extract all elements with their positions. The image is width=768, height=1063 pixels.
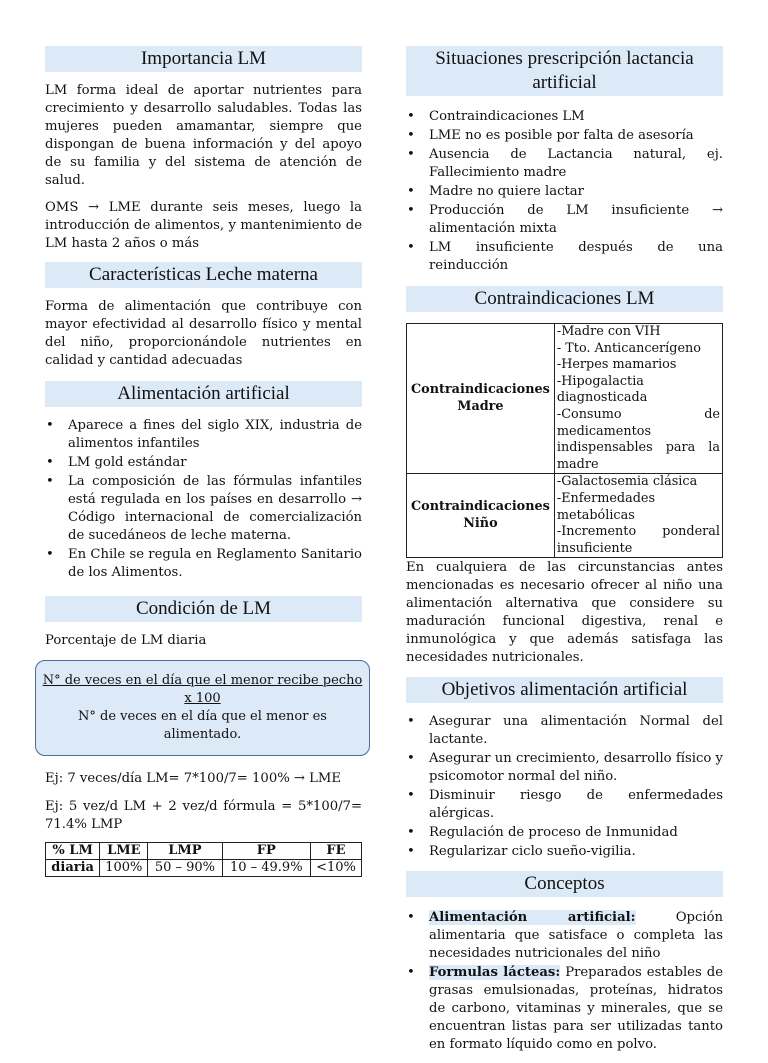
list-item: -Galactosemia clásica [556, 474, 698, 490]
list-item: • Regulación de proceso de Inmunidad [406, 824, 723, 842]
list-item: • Aparece a fines del siglo XIX, industria de alimentos infantiles [45, 417, 362, 453]
contraindicaciones-table [406, 323, 723, 558]
list-item: • Asegurar una alimentación Normal del lactante. [406, 713, 723, 749]
list-item: -Hipogalactia diagnosticada [556, 373, 648, 406]
list-item: -Consumo de medicamentos indispensables para la madre [556, 406, 720, 472]
list-item: -Madre con VIH [556, 324, 661, 339]
list-item: - Tto. Anticancerígeno [556, 340, 701, 356]
left-column [42, 46, 363, 877]
table-header-cell: FP [222, 843, 310, 860]
list-item [406, 964, 723, 1054]
list-item: • Asegurar un crecimiento, desarrollo físico y psicomotor normal del niño. [406, 750, 723, 786]
objetivos-list [406, 713, 723, 861]
section-title-objetivos: Objetivos alimentación artificial [406, 677, 723, 703]
table-cell: 50 – 90% [148, 860, 222, 877]
section-title-condicion: Condición de LM [45, 596, 362, 622]
list-item: • Madre no quiere lactar [406, 183, 723, 201]
contraindicaciones-madre-label: Contraindicaciones Madre [407, 324, 555, 474]
formula-box [35, 660, 370, 756]
list-item: • LM insuficiente después de una reinducción [406, 239, 723, 275]
contraindicaciones-nino-items [554, 474, 722, 558]
section-title-contraindicaciones: Contraindicaciones LM [406, 286, 723, 312]
table-row [407, 474, 723, 558]
list-item: -Enfermedades metabólicas [556, 490, 656, 523]
situaciones-list [406, 108, 723, 275]
list-item: • Contraindicaciones LM [406, 108, 723, 126]
conceptos-list [406, 909, 723, 1054]
list-item: • LME no es posible por falta de asesoría [406, 127, 723, 145]
concept-term: Alimentación artificial: [429, 910, 636, 926]
importancia-paragraph-1: LM forma ideal de aportar nutrientes para crecimiento y desarrollo saludables. Todas las mujeres pueden amamantar, siempre que dispongan de buena información y del apoyo de su familia y del sistema de atención de salud. [45, 83, 362, 188]
section-title-caracteristicas: Características Leche materna [45, 262, 362, 288]
list-item: -Incremento ponderal insuficiente [556, 524, 720, 556]
concept-definition: Opción alimentaria que satisface o completa las necesidades nutricionales del niño [429, 910, 723, 962]
list-item: • La composición de las fórmulas infantiles está regulada en los países en desarrollo → Código internacional de comercialización de sucedáneos de leche materna. [45, 473, 362, 545]
contraindicaciones-madre-items [554, 324, 722, 474]
table-cell: 100% [100, 860, 148, 877]
list-item: • LM gold estándar [45, 454, 362, 472]
list-item [406, 909, 723, 963]
condicion-intro: Porcentaje de LM diaria [45, 633, 207, 648]
list-item: • Ausencia de Lactancia natural, ej. Fallecimiento madre [406, 146, 723, 182]
table-header-cell: LMP [148, 843, 222, 860]
contraindicaciones-nino-label: Contraindicaciones Niño [407, 474, 555, 558]
section-title-importancia: Importancia LM [45, 46, 362, 72]
table-row [407, 324, 723, 474]
right-column [406, 46, 723, 1063]
list-item: • Producción de LM insuficiente → alimentación mixta [406, 202, 723, 238]
table-header-cell: FE [310, 843, 361, 860]
formula-denominator: N° de veces en el día que el menor es alimentado. [78, 709, 327, 742]
list-item: -Herpes mamarios [556, 357, 677, 373]
table-row [46, 860, 362, 877]
contraindicaciones-note: En cualquiera de las circunstancias antes mencionadas es necesario ofrecer al niño una alimentación alternativa que considere su maduración funcional digestiva, renal e inmunológica y que además satisfaga las necesidades nutricionales. [406, 560, 723, 666]
example-2: Ej: 5 vez/d LM + 2 vez/d fórmula = 5*100/7= 71.4% LMP [45, 799, 362, 832]
example-1: Ej: 7 veces/día LM= 7*100/7= 100% → LME [45, 771, 342, 786]
list-item: • Disminuir riesgo de enfermedades alérgicas. [406, 787, 723, 823]
table-header-cell: % LM [46, 843, 100, 860]
caracteristicas-paragraph: Forma de alimentación que contribuye con mayor efectividad al desarrollo físico y mental del niño, proporcionándole nutrientes en calidad y cantidad adecuadas [45, 299, 362, 368]
section-title-situaciones: Situaciones prescripción lactancia artificial [406, 46, 723, 96]
list-item: • En Chile se regula en Reglamento Sanitario de los Alimentos. [45, 546, 362, 582]
section-title-alimentacion-artificial: Alimentación artificial [45, 381, 362, 407]
table-row-label: diaria [46, 860, 100, 877]
table-header-row [46, 843, 362, 860]
list-item: • Regularizar ciclo sueño-vigilia. [406, 843, 723, 861]
concept-definition: Preparados estables de grasas emulsionadas, proteínas, hidratos de carbono, vitaminas y minerales, que se encuentran listas para ser utilizadas tanto en formato líquido como en polvo. [429, 965, 723, 1053]
lm-table [45, 842, 362, 877]
table-cell: <10% [310, 860, 361, 877]
importancia-paragraph-2: OMS → LME durante seis meses, luego la introducción de alimentos, y mantenimiento de LM hasta 2 años o más [45, 200, 362, 251]
table-header-cell: LME [100, 843, 148, 860]
table-cell: 10 – 49.9% [222, 860, 310, 877]
alimentacion-list [45, 417, 362, 582]
formula-numerator: N° de veces en el día que el menor recibe pecho x 100 [42, 673, 363, 706]
section-title-conceptos: Conceptos [406, 871, 723, 897]
concept-term: Formulas lácteas: [429, 965, 561, 981]
